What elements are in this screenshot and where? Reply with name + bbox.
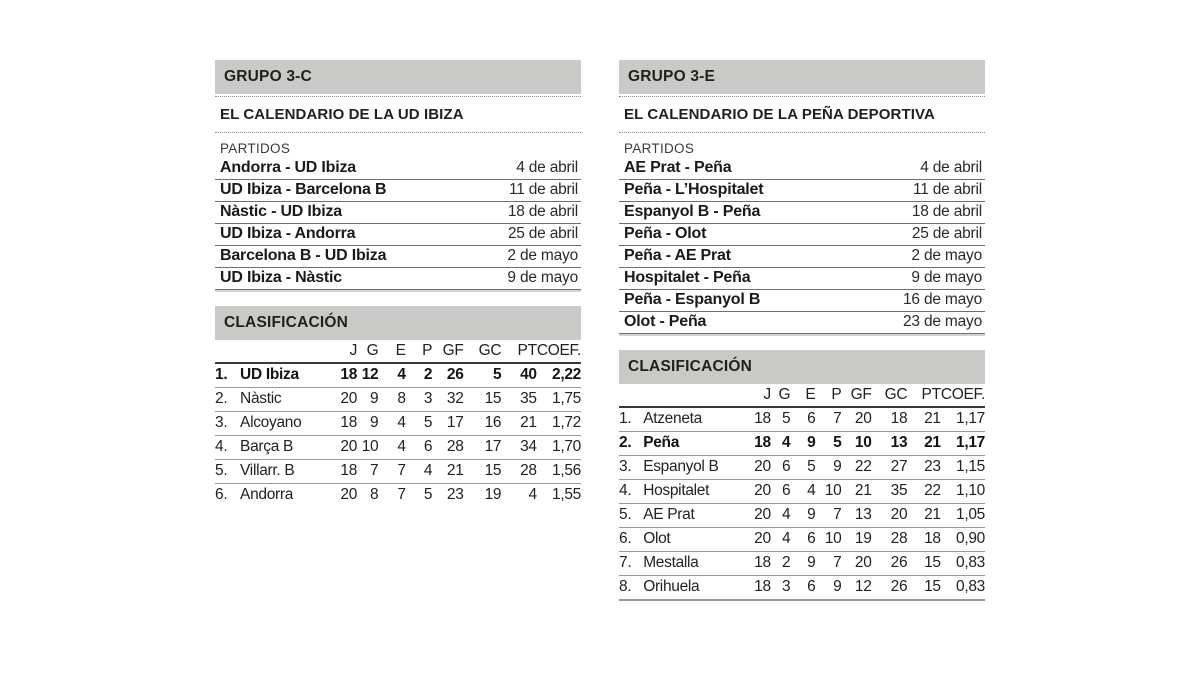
row-coef: 1,75 (552, 390, 581, 407)
standings-header-row (619, 384, 985, 407)
row-g: 5 (781, 410, 791, 427)
match-date: 9 de mayo (507, 269, 578, 286)
row-gc: 5 (492, 366, 502, 383)
standings-table-right (619, 384, 985, 599)
row-gc: 20 (890, 506, 908, 523)
match-row (619, 180, 985, 202)
match-teams: Hospitalet - Peña (624, 269, 751, 286)
match-date: 25 de abril (911, 225, 982, 242)
match-teams: Peña - L’Hospitalet (624, 181, 764, 198)
row-pt: 35 (520, 390, 537, 407)
row-e: 9 (807, 506, 816, 523)
row-p: 7 (833, 506, 842, 523)
row-e: 9 (807, 554, 816, 571)
col-header-g: G (778, 386, 791, 403)
table-row (619, 576, 985, 600)
match-teams: Peña - Espanyol B (624, 291, 761, 308)
match-row (619, 290, 985, 312)
row-team: Olot (643, 530, 671, 547)
row-position: 1. (215, 366, 228, 383)
match-row (215, 202, 581, 224)
row-p: 5 (833, 434, 842, 451)
match-row (215, 246, 581, 268)
match-teams: Espanyol B - Peña (624, 203, 761, 220)
row-e: 8 (397, 390, 406, 407)
row-coef: 1,10 (956, 482, 985, 499)
row-g: 2 (781, 554, 791, 571)
col-header-j: J (763, 386, 771, 403)
row-j: 20 (754, 482, 771, 499)
match-teams: Peña - AE Prat (624, 247, 731, 264)
table-row (215, 484, 581, 508)
match-date: 16 de mayo (903, 291, 982, 308)
match-list-left (215, 158, 581, 292)
row-g: 10 (361, 438, 379, 455)
row-p: 5 (423, 486, 433, 503)
row-team: Andorra (240, 486, 294, 503)
row-coef: 0,90 (956, 530, 985, 547)
row-j: 20 (340, 390, 358, 407)
col-header-team (643, 384, 746, 407)
match-teams: Barcelona B - UD Ibiza (220, 247, 387, 264)
group-header-bar-left (215, 60, 581, 94)
row-pt: 40 (520, 366, 537, 383)
row-position: 5. (215, 462, 228, 479)
row-gf: 22 (854, 458, 872, 475)
match-row (619, 158, 985, 180)
matches-label-left: PARTIDOS (220, 141, 291, 156)
row-position: 6. (619, 530, 632, 547)
match-teams: Peña - Olot (624, 225, 707, 242)
match-teams: UD Ibiza - Barcelona B (220, 181, 387, 198)
row-position: 2. (619, 434, 632, 451)
table-row (215, 460, 581, 484)
spacer-left (215, 292, 581, 306)
row-g: 6 (781, 458, 791, 475)
row-pt: 21 (924, 506, 941, 523)
row-p: 7 (833, 554, 842, 571)
col-header-coef: COEF. (536, 342, 581, 359)
row-e: 4 (397, 438, 406, 455)
row-coef: 1,15 (956, 458, 985, 475)
match-date: 11 de abril (912, 181, 982, 198)
match-date: 2 de mayo (911, 247, 982, 264)
row-gf: 20 (854, 410, 872, 427)
row-coef: 1,55 (552, 486, 581, 503)
row-j: 18 (340, 462, 358, 479)
row-gc: 13 (890, 434, 908, 451)
row-coef: 2,22 (552, 366, 581, 383)
row-p: 9 (833, 458, 842, 475)
row-position: 3. (619, 458, 632, 475)
row-p: 7 (833, 410, 842, 427)
col-header-p: P (422, 342, 433, 359)
row-coef: 1,56 (552, 462, 581, 479)
row-coef: 1,70 (552, 438, 581, 455)
col-header-gc: GC (884, 386, 908, 403)
match-date: 23 de mayo (903, 313, 982, 330)
table-row (215, 363, 581, 388)
row-p: 9 (833, 578, 842, 595)
match-teams: Olot - Peña (624, 313, 707, 330)
row-j: 20 (340, 486, 358, 503)
row-j: 18 (754, 410, 771, 427)
row-pt: 15 (924, 554, 941, 571)
row-gc: 26 (890, 554, 908, 571)
row-position: 4. (619, 482, 632, 499)
row-g: 4 (781, 506, 791, 523)
col-header-team (240, 340, 331, 363)
row-g: 4 (781, 530, 791, 547)
row-gc: 15 (484, 390, 502, 407)
match-row (619, 246, 985, 268)
row-coef: 1,17 (956, 434, 985, 451)
row-gf: 26 (446, 366, 464, 383)
match-teams: Andorra - UD Ibiza (220, 159, 356, 176)
row-j: 20 (754, 458, 771, 475)
match-date: 18 de abril (507, 203, 578, 220)
table-row (619, 504, 985, 528)
match-teams: UD Ibiza - Andorra (220, 225, 356, 242)
row-e: 4 (807, 482, 816, 499)
row-gf: 19 (854, 530, 872, 547)
row-position: 8. (619, 578, 632, 595)
row-pt: 21 (924, 434, 941, 451)
table-row (619, 528, 985, 552)
row-pt: 21 (924, 410, 941, 427)
row-gc: 18 (890, 410, 908, 427)
matches-label-right: PARTIDOS (624, 141, 695, 156)
row-team: Hospitalet (643, 482, 710, 499)
match-date: 25 de abril (507, 225, 578, 242)
col-header-position (215, 340, 240, 363)
match-row (215, 180, 581, 202)
row-p: 3 (423, 390, 433, 407)
row-e: 6 (807, 578, 816, 595)
col-header-pt: PT (921, 386, 941, 403)
row-e: 6 (807, 530, 816, 547)
row-j: 20 (340, 438, 358, 455)
row-g: 8 (370, 486, 379, 503)
table-row (215, 388, 581, 412)
row-team: UD Ibiza (240, 366, 299, 383)
col-header-position (619, 384, 643, 407)
table-row (619, 456, 985, 480)
table-row (619, 407, 985, 432)
standings-bottom-rule-right (619, 599, 985, 601)
row-p: 10 (824, 482, 842, 499)
row-e: 5 (807, 458, 816, 475)
row-pt: 34 (520, 438, 537, 455)
row-p: 5 (423, 414, 433, 431)
row-position: 6. (215, 486, 228, 503)
row-pt: 23 (924, 458, 941, 475)
row-coef: 1,72 (552, 414, 581, 431)
row-g: 7 (370, 462, 379, 479)
match-row (619, 312, 985, 334)
table-row (619, 552, 985, 576)
row-e: 9 (807, 434, 816, 451)
col-header-j: J (349, 342, 358, 359)
row-gf: 13 (854, 506, 872, 523)
row-gc: 27 (890, 458, 908, 475)
table-row (215, 436, 581, 460)
group-header-label: GRUPO 3-E (628, 68, 716, 85)
table-row (619, 480, 985, 504)
row-position: 7. (619, 554, 632, 571)
match-date: 4 de abril (920, 159, 982, 176)
match-list-right (619, 158, 985, 336)
row-gf: 21 (446, 462, 464, 479)
group-header-bar-right (619, 60, 985, 94)
match-row (215, 268, 581, 290)
row-coef: 1,17 (956, 410, 985, 427)
panel-grupo-3c (215, 60, 581, 675)
row-j: 18 (340, 414, 358, 431)
row-gc: 16 (484, 414, 502, 431)
col-header-gc: GC (478, 342, 502, 359)
match-teams: Nàstic - UD Ibiza (220, 203, 342, 220)
calendar-title-right: EL CALENDARIO DE LA PEÑA DEPORTIVA (624, 106, 935, 123)
row-position: 2. (215, 390, 228, 407)
row-e: 4 (397, 366, 406, 383)
row-pt: 4 (528, 486, 537, 503)
row-gf: 21 (854, 482, 872, 499)
row-team: Villarr. B (240, 462, 295, 479)
row-coef: 0,83 (956, 578, 985, 595)
row-j: 18 (754, 578, 771, 595)
panel-grupo-3e (619, 60, 985, 675)
row-pt: 15 (924, 578, 941, 595)
row-pt: 18 (924, 530, 941, 547)
calendar-title-left: EL CALENDARIO DE LA UD IBIZA (220, 106, 464, 123)
row-gf: 12 (854, 578, 872, 595)
row-team: Peña (643, 434, 680, 451)
col-header-coef: COEF. (940, 386, 985, 403)
row-position: 1. (619, 410, 632, 427)
row-j: 20 (754, 506, 771, 523)
match-teams: AE Prat - Peña (624, 159, 732, 176)
table-row (619, 432, 985, 456)
row-g: 6 (781, 482, 791, 499)
match-date: 4 de abril (516, 159, 578, 176)
row-p: 2 (423, 366, 433, 383)
row-gf: 17 (446, 414, 464, 431)
standings-header-bar-right (619, 350, 985, 384)
row-coef: 1,05 (956, 506, 985, 523)
row-p: 10 (824, 530, 842, 547)
match-row (215, 158, 581, 180)
row-gc: 26 (890, 578, 908, 595)
row-gf: 20 (854, 554, 872, 571)
row-team: AE Prat (643, 506, 695, 523)
standings-header-label: CLASIFICACIÓN (224, 314, 349, 331)
row-team: Orihuela (643, 578, 700, 595)
row-p: 4 (423, 462, 433, 479)
spacer-right (619, 336, 985, 350)
match-date: 18 de abril (911, 203, 982, 220)
row-g: 9 (370, 390, 379, 407)
row-e: 7 (397, 486, 406, 503)
match-date: 11 de abril (508, 181, 578, 198)
row-position: 4. (215, 438, 228, 455)
col-header-pt: PT (517, 342, 537, 359)
col-header-e: E (805, 386, 816, 403)
row-j: 18 (754, 434, 771, 451)
row-gc: 35 (890, 482, 908, 499)
standings-table-left (215, 340, 581, 507)
standings-header-row (215, 340, 581, 363)
row-pt: 28 (520, 462, 537, 479)
col-header-g: G (366, 342, 379, 359)
standings-header-label: CLASIFICACIÓN (628, 358, 753, 375)
col-header-gf: GF (850, 386, 872, 403)
row-gf: 23 (446, 486, 464, 503)
col-header-p: P (831, 386, 842, 403)
row-pt: 21 (520, 414, 537, 431)
row-gc: 15 (484, 462, 502, 479)
match-teams: UD Ibiza - Nàstic (220, 269, 342, 286)
row-gc: 17 (484, 438, 502, 455)
row-e: 6 (807, 410, 816, 427)
row-position: 5. (619, 506, 632, 523)
row-e: 7 (397, 462, 406, 479)
row-p: 6 (423, 438, 433, 455)
row-coef: 0,83 (956, 554, 985, 571)
row-j: 18 (340, 366, 358, 383)
row-g: 12 (361, 366, 379, 383)
col-header-gf: GF (442, 342, 464, 359)
row-team: Nàstic (240, 390, 282, 407)
match-row (619, 202, 985, 224)
row-pt: 22 (924, 482, 941, 499)
group-header-label: GRUPO 3-C (224, 68, 312, 85)
row-team: Mestalla (643, 554, 699, 571)
match-row (619, 224, 985, 246)
match-row (215, 224, 581, 246)
col-header-e: E (395, 342, 406, 359)
row-gc: 19 (484, 486, 502, 503)
match-date: 2 de mayo (507, 247, 578, 264)
row-team: Barça B (240, 438, 294, 455)
table-row (215, 412, 581, 436)
row-team: Espanyol B (643, 458, 719, 475)
row-team: Atzeneta (643, 410, 702, 427)
row-g: 9 (370, 414, 379, 431)
match-date: 9 de mayo (911, 269, 982, 286)
row-position: 3. (215, 414, 228, 431)
row-e: 4 (397, 414, 406, 431)
row-g: 4 (781, 434, 791, 451)
row-gc: 28 (890, 530, 908, 547)
row-j: 18 (754, 554, 771, 571)
row-team: Alcoyano (240, 414, 302, 431)
match-row (619, 268, 985, 290)
row-gf: 28 (446, 438, 464, 455)
row-gf: 10 (854, 434, 872, 451)
row-g: 3 (781, 578, 791, 595)
row-gf: 32 (446, 390, 464, 407)
row-j: 20 (754, 530, 771, 547)
standings-header-bar-left (215, 306, 581, 340)
